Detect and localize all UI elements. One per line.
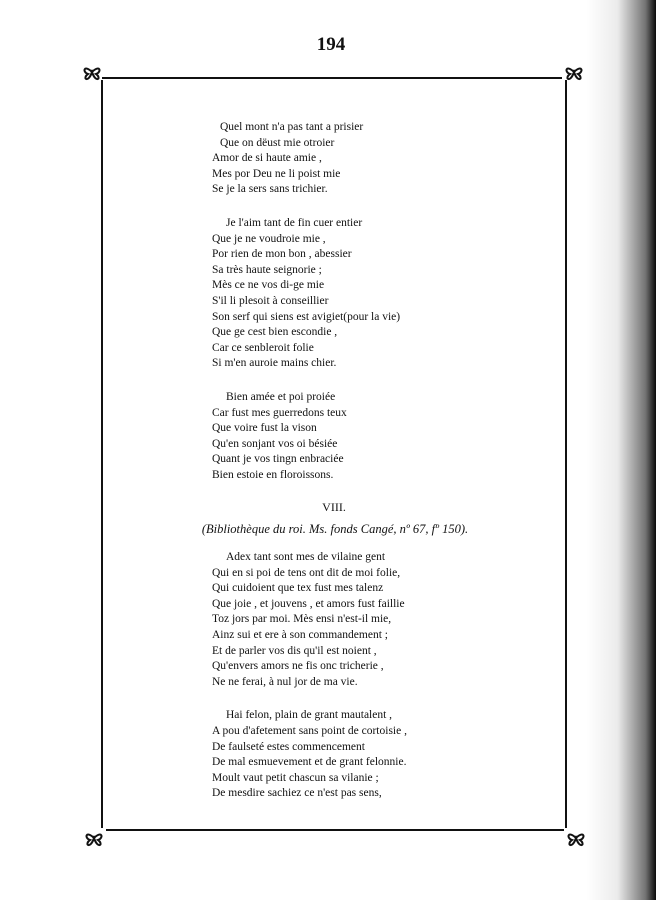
verse-line: Hai felon, plain de grant mautalent , bbox=[226, 709, 393, 722]
verse-line: Que voire fust la vison bbox=[212, 422, 317, 435]
verse-line: Se je la sers sans trichier. bbox=[212, 183, 328, 196]
page-number: 194 bbox=[316, 34, 346, 55]
verse-line: Si m'en auroie mains chier. bbox=[212, 357, 337, 370]
verse-line: Que joie , et jouvens , et amors fust faillie bbox=[212, 597, 405, 610]
verse-line: Qui en si poi de tens ont dit de moi folie, bbox=[212, 566, 401, 579]
corner-ornament-icon bbox=[562, 60, 586, 84]
verse-line: Et de parler vos dis qu'il est noient , bbox=[212, 644, 377, 657]
verse-line: Car ce senbleroit folie bbox=[212, 341, 314, 354]
corner-ornament-icon bbox=[564, 826, 588, 850]
verse-line: De mal esmuevement et de grant felonnie. bbox=[212, 756, 407, 769]
poem-lower bbox=[212, 550, 532, 802]
verse-line: Por rien de mon bon , abessier bbox=[212, 248, 352, 261]
verse-line: Que ge cest bien escondie , bbox=[212, 326, 338, 339]
page-edge-shadow bbox=[586, 0, 656, 900]
verse-line: Son serf qui siens est avigiet(pour la vie) bbox=[212, 310, 401, 323]
verse-line: Adex tant sont mes de vilaine gent bbox=[226, 551, 386, 563]
verse-line: De faulseté estes commencement bbox=[212, 740, 365, 753]
source-citation: (Bibliothèque du roi. Ms. fonds Cangé, nº 67, fº 150). bbox=[201, 522, 469, 536]
verse-line: A pou d'afetement sans point de cortoisie , bbox=[212, 724, 407, 737]
verse-line: Qu'en sonjant vos oi bésiée bbox=[212, 437, 338, 450]
verse-line: Que je ne voudroie mie , bbox=[212, 232, 326, 245]
verse-line: Amor de si haute amie , bbox=[212, 152, 322, 165]
verse-line: Car fust mes guerredons teux bbox=[212, 406, 347, 419]
corner-ornament-icon bbox=[80, 60, 104, 84]
verse-line: Moult vaut petit chascun sa vilanie ; bbox=[212, 771, 379, 784]
verse-line: Quel mont n'a pas tant a prisier bbox=[220, 121, 364, 133]
frame-right-rule bbox=[565, 80, 567, 828]
verse-line: Mès ce ne vos di-ge mie bbox=[212, 279, 325, 292]
verse-line: Qu'envers amors ne fis onc tricherie , bbox=[212, 660, 384, 673]
verse-line: Sa très haute seignorie ; bbox=[212, 263, 322, 276]
stanza bbox=[212, 120, 512, 198]
frame-top-rule bbox=[102, 77, 562, 79]
verse-line: Que on dëust mie otroier bbox=[220, 136, 335, 149]
stanza bbox=[212, 550, 532, 690]
frame-bottom-rule bbox=[106, 829, 564, 831]
verse-line: Qui cuidoient que tex fust mes talenz bbox=[212, 582, 384, 595]
stanza bbox=[212, 216, 512, 372]
verse-line: Mes por Deu ne li poist mie bbox=[212, 167, 341, 180]
verse-line: Bien amée et poi proiée bbox=[226, 390, 336, 403]
section-title: VIII. bbox=[322, 500, 346, 514]
verse-line: Bien estoie en floroissons. bbox=[212, 468, 334, 481]
verse-line: Quant je vos tingn enbraciée bbox=[212, 453, 344, 466]
poem-upper bbox=[212, 120, 512, 483]
corner-ornament-icon bbox=[82, 826, 106, 850]
verse-line: Ainz sui et ere à son commandement ; bbox=[212, 628, 388, 641]
stanza bbox=[212, 708, 532, 802]
frame-left-rule bbox=[101, 80, 103, 828]
verse-line: Ne ne ferai, à nul jor de ma vie. bbox=[212, 675, 358, 688]
verse-line: Toz jors par moi. Mès ensi n'est-il mie, bbox=[212, 613, 392, 626]
verse-line: De mesdire sachiez ce n'est pas sens, bbox=[212, 787, 382, 800]
verse-line: Je l'aim tant de fin cuer entier bbox=[226, 216, 363, 229]
verse-line: S'il li plesoit à conseillier bbox=[212, 294, 329, 307]
stanza bbox=[212, 390, 512, 484]
